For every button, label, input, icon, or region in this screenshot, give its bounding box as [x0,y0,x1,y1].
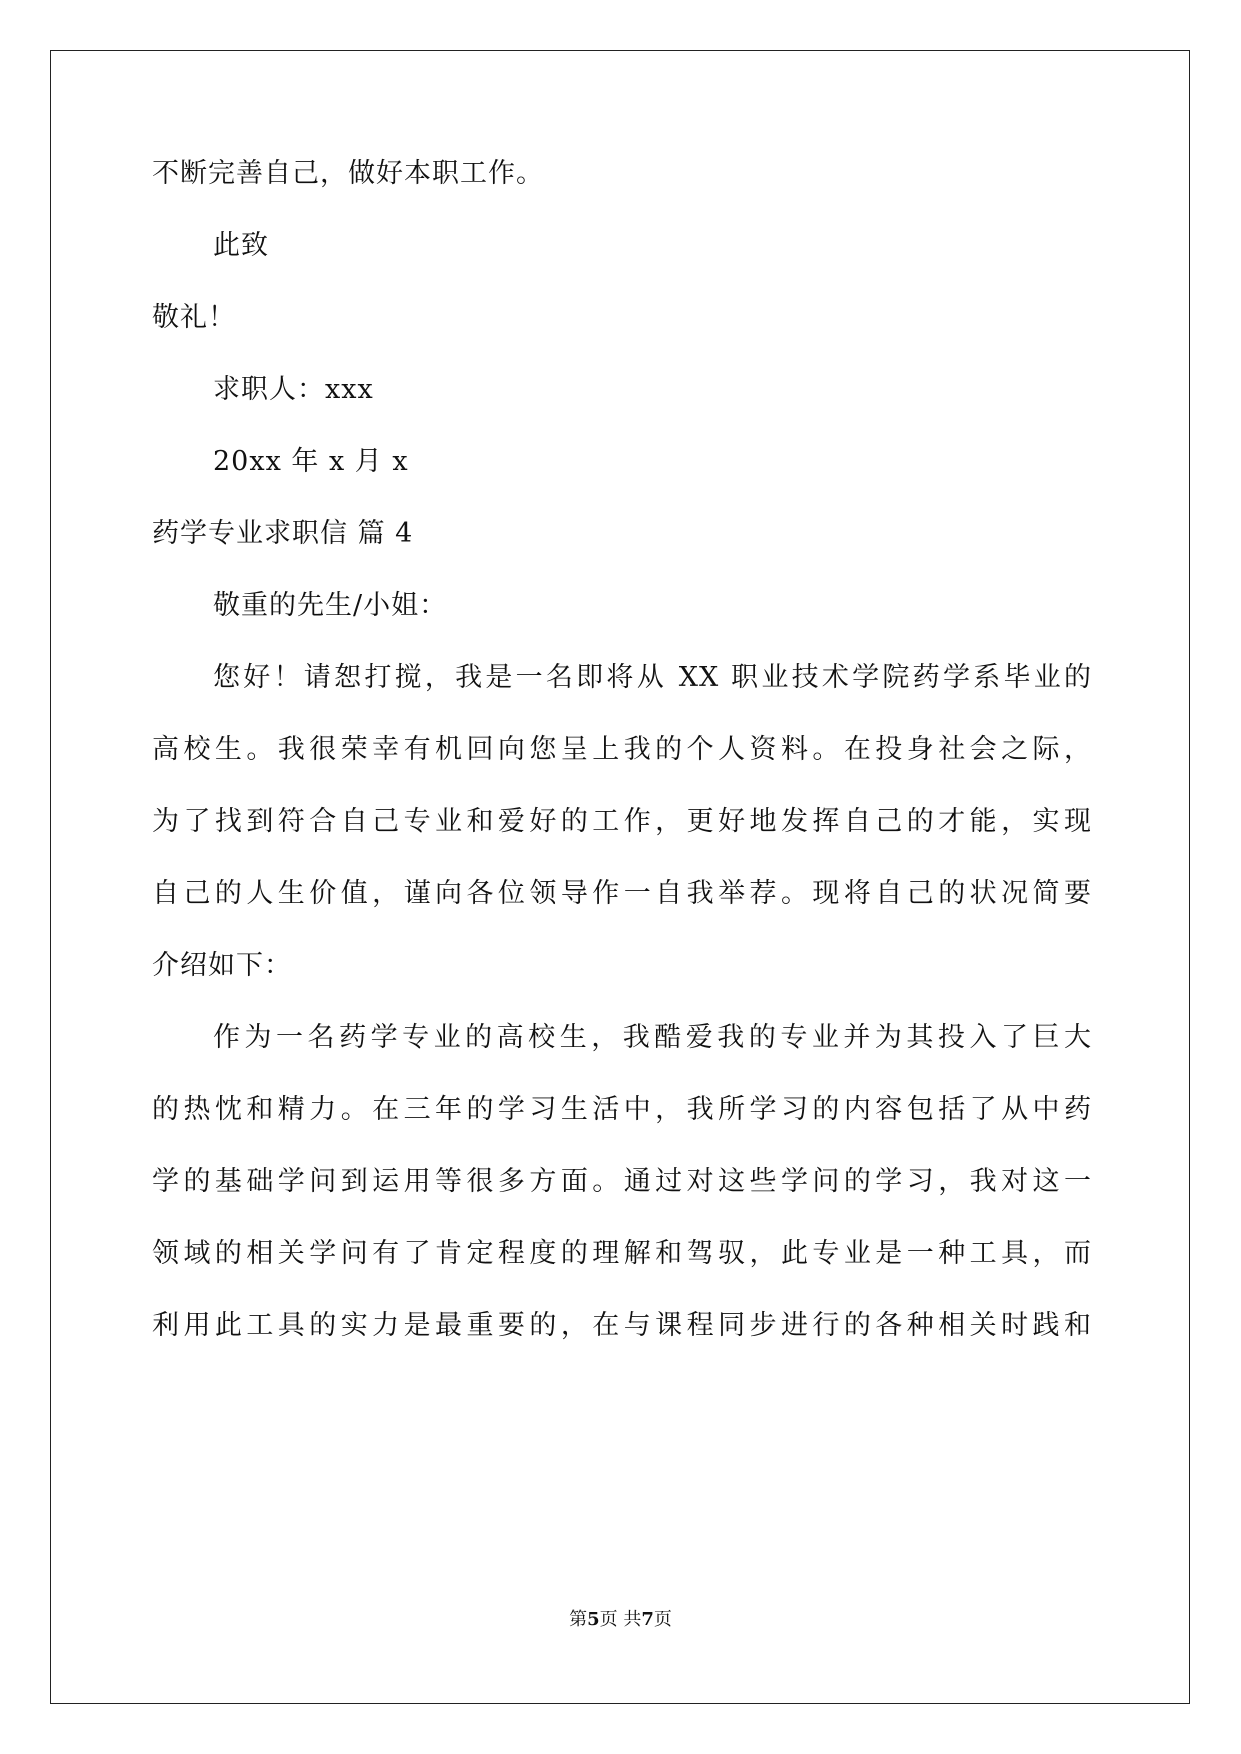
body-line: 的热忱和精力。在三年的学习生活中，我所学习的内容包括了从中药 [152,1094,1092,1125]
letter-date: 20xx 年 x 月 x [213,446,409,477]
greeting: 敬重的先生/小姐： [213,590,448,621]
closing-regards: 敬礼！ [152,302,236,333]
body-line: 不断完善自己，做好本职工作。 [152,158,544,189]
body-line: 领域的相关学问有了肯定程度的理解和驾驭，此专业是一种工具，而 [152,1238,1092,1269]
footer-prefix: 第 [569,1609,588,1630]
body-line: 作为一名药学专业的高校生，我酷爱我的专业并为其投入了巨大 [213,1022,1092,1053]
total-pages-number: 7 [641,1609,654,1630]
body-line: 利用此工具的实力是最重要的，在与课程同步进行的各种相关时践和 [152,1310,1092,1341]
page-footer [0,1608,1241,1632]
body-line: 您好！请恕打搅，我是一名即将从 XX 职业技术学院药学系毕业的 [213,662,1092,693]
footer-suffix: 页 [653,1609,672,1630]
section-heading: 药学专业求职信 篇 4 [152,518,414,549]
current-page-number: 5 [587,1609,600,1630]
body-line: 为了找到符合自己专业和爱好的工作，更好地发挥自己的才能，实现 [152,806,1092,837]
body-line: 自己的人生价值，谨向各位领导作一自我举荐。现将自己的状况简要 [152,878,1092,909]
body-line: 高校生。我很荣幸有机回向您呈上我的个人资料。在投身社会之际， [152,734,1092,765]
body-line: 学的基础学问到运用等很多方面。通过对这些学问的学习，我对这一 [152,1166,1092,1197]
applicant-signature: 求职人：xxx [213,374,374,405]
body-line: 介绍如下： [152,950,292,981]
footer-middle: 页 共 [599,1609,642,1630]
closing-salutation: 此致 [213,230,269,261]
